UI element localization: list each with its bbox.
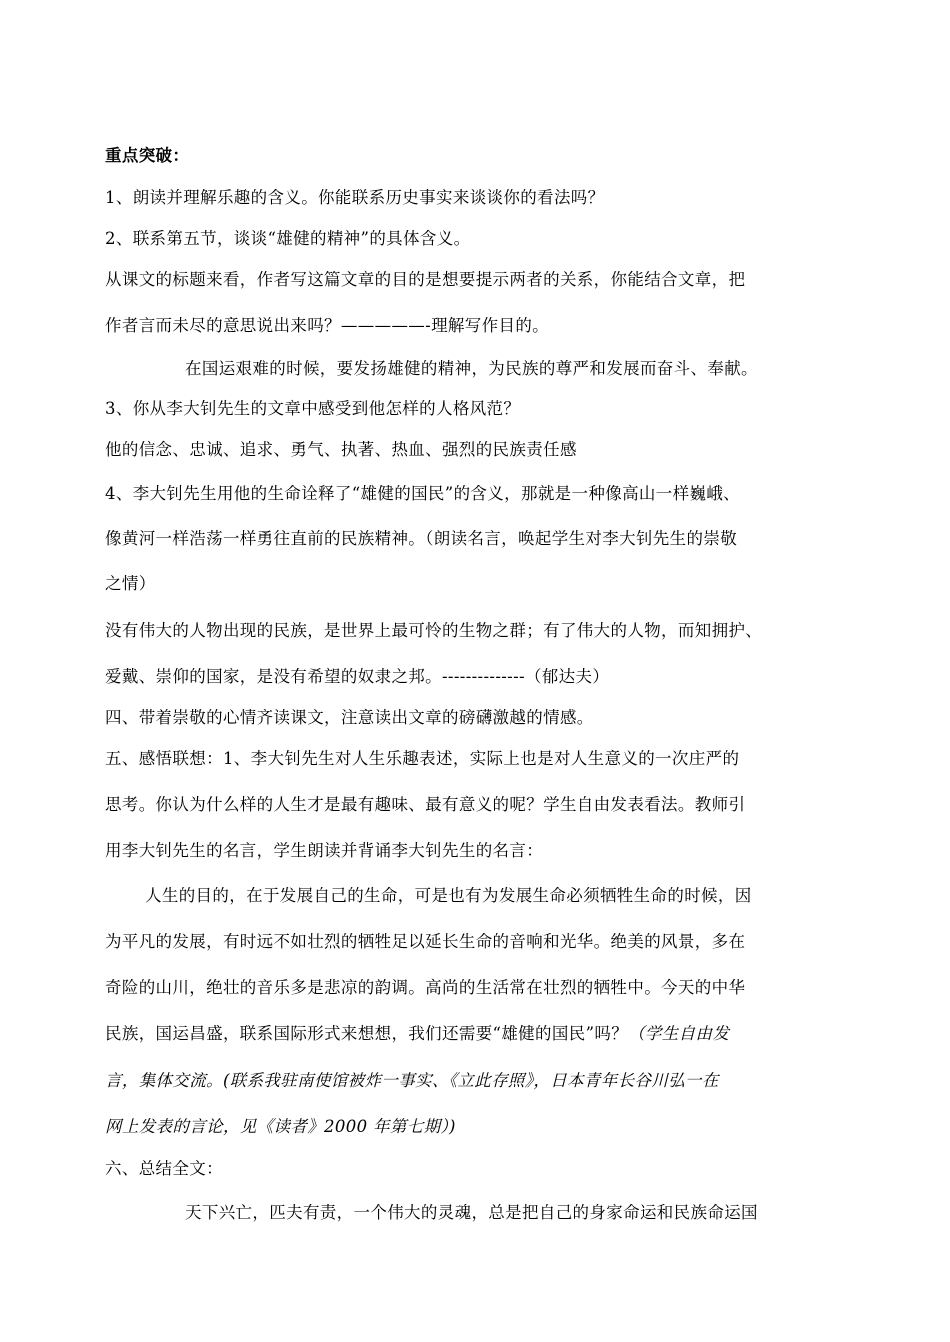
question-4: 4、李大钊先生用他的生命诠释了“雄健的国民”的含义，那就是一种像高山一样巍峨、 [105,484,741,503]
quote-line: 奇险的山川，绝壮的音乐多是悲凉的韵调。高尚的生活常在壮烈的牺牲中。今天的中华 [105,978,746,997]
quote-line: 爱戴、崇仰的国家，是没有希望的奴隶之邦。--------------（郁达夫） [105,667,610,686]
paragraph-line: 思考。你认为什么样的人生才是最有趣味、最有意义的呢？学生自由发表看法。教师引 [105,795,746,814]
section-heading: 重点突破： [105,146,190,165]
quote-line: 为平凡的发展，有时远不如壮烈的牺牲足以延长生命的音响和光华。绝美的风景，多在 [105,932,746,951]
activity-note: （学生自由发 [628,1024,730,1043]
paragraph-line: 用李大钊先生的名言，学生朗读并背诵李大钊先生的名言： [105,841,544,860]
question-1: 1、朗读并理解乐趣的含义。你能联系历史事实来谈谈你的看法吗？ [105,188,605,207]
quote-line: 人生的目的，在于发展自己的生命，可是也有为发展生命必须牺牲生命的时候，因 [145,886,752,905]
quote-line: 没有伟大的人物出现的民族，是世界上最可怜的生物之群；有了伟大的人物，而知拥护、 [105,621,763,640]
answer-line: 在国运艰难的时候，要发扬雄健的精神，为民族的尊严和发展而奋斗、奉献。 [185,359,758,378]
activity-note-line: 网上发表的言论，见《读者》2000 年第七期）) [105,1117,456,1136]
paragraph-line: 像黄河一样浩荡一样勇往直前的民族精神。（朗读名言，唤起学生对李大钊先生的崇敬 [105,529,738,548]
paragraph-line: 之情） [105,574,156,593]
answer-line: 他的信念、忠诚、追求、勇气、执著、热血、强烈的民族责任感 [105,440,577,459]
question-3: 3、你从李大钊先生的文章中感受到他怎样的人格风范？ [105,399,521,418]
quote-text: 民族，国运昌盛，联系国际形式来想想，我们还需要“雄健的国民”吗？ [105,1024,629,1043]
paragraph-line: 作者言而未尽的意思说出来吗？—————-理解写作目的。 [105,316,550,335]
paragraph-line: 从课文的标题来看，作者写这篇文章的目的是想要提示两者的关系，你能结合文章，把 [105,270,746,289]
question-2: 2、联系第五节，谈谈“雄健的精神”的具体含义。 [105,229,471,248]
summary-line: 天下兴亡，匹夫有责，一个伟大的灵魂，总是把自己的身家命运和民族命运国 [185,1203,758,1222]
quote-line [105,1023,729,1045]
section-six: 六、总结全文： [105,1159,223,1178]
section-four: 四、带着崇敬的心情齐读课文，注意读出文章的磅礴激越的情感。 [105,708,594,727]
section-five: 五、感悟联想：1、李大钊先生对人生乐趣表述，实际上也是对人生意义的一次庄严的 [105,749,740,768]
activity-note-line: 言，集体交流。(联系我驻南使馆被炸一事实、《立此存照》，日本青年长谷川弘一在 [105,1071,719,1090]
